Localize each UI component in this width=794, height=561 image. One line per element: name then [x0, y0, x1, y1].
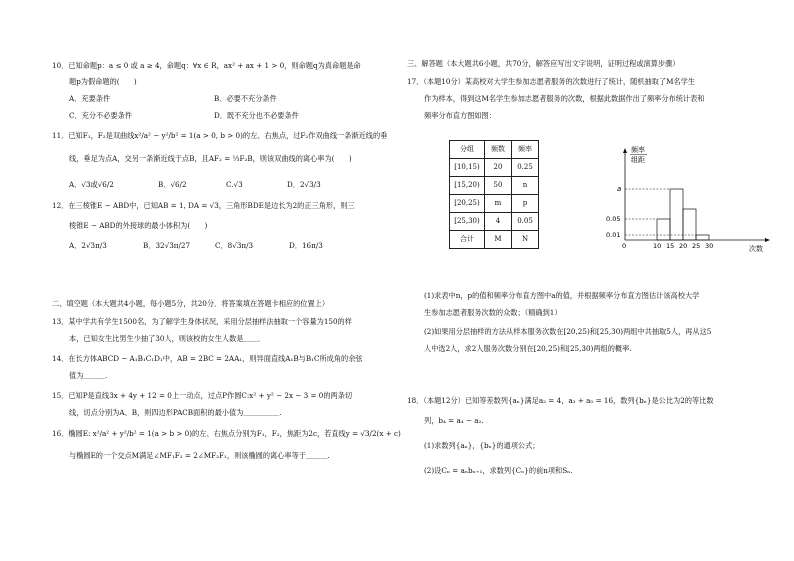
q12-line2: 棱锥E − ABD的外接球的最小体积为( ) [69, 221, 208, 230]
q11-option-b: B．√6/2 [158, 180, 187, 189]
y-axis-label-top: 频率 [631, 146, 645, 154]
x-tick-10: 10 [653, 242, 662, 250]
y-tick-a: a [617, 185, 622, 193]
q12-option-c: C．8√3π/3 [215, 241, 254, 250]
table-cell: N [512, 231, 539, 249]
q18-sub2: (2)设Cₙ = aₙbₙ₊₁，求数列{Cₙ}的前n项和Sₙ. [424, 466, 573, 475]
table-row [450, 177, 539, 195]
q14-line2: 值为＿＿＿. [69, 371, 108, 380]
x-tick-30: 30 [705, 242, 714, 250]
origin-label: 0 [622, 242, 627, 250]
table-cell: [20,25) [450, 195, 485, 213]
q16-line1: 16．椭圆E: x²/a² + y²/b² = 1(a > b > 0)的左、右焦点分别为F₁，F₂，焦距为2c，若直线y = √3/2(x + c) [52, 429, 401, 438]
table-row [450, 159, 539, 177]
q17-sub1-line1: (1)求表中n，p的值和频率分布直方图中a的值，并根据频率分布直方图估计该高校大学 [424, 291, 700, 300]
q12-option-d: D．16π/3 [289, 241, 323, 250]
x-tick-20: 20 [679, 242, 688, 250]
q11-option-c: C.√3 [226, 180, 243, 189]
section-3-heading: 三、解答题（本大题共6小题，共70分，解答应写出文字说明，证明过程或演算步骤） [407, 59, 680, 68]
table-cell: n [512, 177, 539, 195]
q17-line3: 频率分布直方图如图： [424, 111, 496, 120]
q10-line2: 题p为假命题的( ) [69, 77, 137, 86]
q18-line1: 18．（本题12分）已知等差数列{aₙ}满足a₂ = 4，a₃ + a₅ = 16，数列{bₙ}是公比为2的等比数 [407, 396, 714, 405]
q17-sub1-line2: 生参加志愿者服务次数的众数；（精确到1） [424, 308, 562, 317]
q12-option-b: B．32√3π/27 [143, 241, 191, 250]
frequency-histogram [600, 140, 780, 255]
table-header: 频率 [512, 141, 539, 159]
x-tick-15: 15 [666, 242, 675, 250]
q14-line1: 14．在长方体ABCD − A₁B₁C₁D₁中，AB = 2BC = 2AA₁，则异面直线A₁B与B₁C所成角的余弦 [52, 354, 363, 363]
q12-line1: 12．在三棱锥E − ABD中，已知AB = 1, DA = √3，三角形BDE是边长为2的正三角形，则三 [52, 201, 355, 210]
q15-line2: 线，切点分别为A、B，则四边形PACB面积的最小值为＿＿＿＿＿. [69, 408, 282, 417]
q17-sub2-line2: 人中选2人，求2人服务次数分别在[20,25)和[25,30)两组的概率. [424, 344, 632, 353]
q16-line2: 与椭圆E的一个交点M满足∠MF₁F₂ = 2∠MF₂F₁，则该椭圆的离心率等于＿＿＿. [69, 451, 330, 460]
table-header-row [450, 141, 539, 159]
y-tick-001: 0.01 [606, 231, 621, 239]
table-cell: M [485, 231, 512, 249]
q10-option-c: C．充分不必要条件 [69, 111, 133, 120]
q13-line2: 本，已知女生比男生少抽了30人，则该校的女生人数是＿＿． [69, 334, 266, 343]
x-axis-arrow [765, 238, 770, 242]
q18-sub1: (1)求数列{aₙ}，{bₙ}的通项公式； [424, 441, 540, 450]
q17-line2: 作为样本，得到这M名学生参加志愿者服务的次数，根据此数据作出了频率分布统计表和 [424, 94, 705, 103]
q11-line2: 线，垂足为点A，交另一条渐近线于点B，且AF₂ = ⅓F₂B，则该双曲线的离心率为( ) [69, 154, 352, 163]
table-row [450, 195, 539, 213]
q15-line1: 15．已知P是直线3x + 4y + 12 = 0上一动点，过点P作圆C:x² + y² − 2x − 3 = 0的两条切 [52, 391, 353, 400]
q17-sub2-line1: (2)如果用分层抽样的方法从样本服务次数在[20,25)和[25,30)两组中共抽取5人，再从这5 [424, 327, 712, 336]
section-2-heading: 二、填空题（本大题共4小题，每小题5分，共20分．将答案填在答题卡相应的位置上） [52, 299, 330, 308]
q10-option-b: B．必要不充分条件 [214, 94, 277, 103]
table-cell: 4 [485, 213, 512, 231]
q17-line1: 17．（本题10分）某高校对大学生参加志愿者服务的次数进行了统计，随机抽取了M名学生 [407, 77, 695, 86]
x-tick-25: 25 [692, 242, 701, 250]
q10-line1: 10．已知命题p：a ≤ 0 或 a ≥ 4，命题q：∀x ∈ R，ax² + ax + 1 > 0，则命题q为真命题是命 [52, 61, 361, 70]
table-cell: 0.05 [512, 213, 539, 231]
x-axis-label: 次数 [749, 245, 763, 253]
y-tick-005: 0.05 [606, 215, 621, 223]
frequency-table [449, 140, 539, 249]
q13-line1: 13．某中学共有学生1500名，为了解学生身体状况，采用分层抽样法抽取一个容量为150的样 [52, 317, 352, 326]
q12-option-a: A．2√3π/3 [69, 241, 107, 250]
table-cell: [25,30) [450, 213, 485, 231]
q10-option-a: A．充要条件 [69, 94, 111, 103]
table-cell: 50 [485, 177, 512, 195]
q10-option-d: D．既不充分也不必要条件 [214, 111, 299, 120]
table-cell: 0.25 [512, 159, 539, 177]
table-header: 分组 [450, 141, 485, 159]
q18-line2: 列，b₄ = a₄ − a₂. [424, 416, 484, 425]
bar-15-20 [670, 189, 683, 240]
table-header: 频数 [485, 141, 512, 159]
table-cell: 合计 [450, 231, 485, 249]
table-cell: p [512, 195, 539, 213]
table-cell: 20 [485, 159, 512, 177]
y-axis-arrow [623, 148, 627, 153]
table-cell: m [485, 195, 512, 213]
y-axis-label-bottom: 组距 [631, 156, 645, 164]
q11-option-a: A．√3或√6/2 [69, 180, 114, 189]
table-row [450, 231, 539, 249]
bar-20-25 [683, 209, 696, 240]
q11-line1: 11．已知F₁，F₂是双曲线x²/a² − y²/b² = 1(a > 0, b > 0)的左、右焦点，过F₂作双曲线一条渐近线的垂 [52, 131, 388, 140]
bar-25-30 [696, 235, 709, 240]
table-cell: [10,15) [450, 159, 485, 177]
table-row [450, 213, 539, 231]
q11-option-d: D．2√3/3 [287, 180, 321, 189]
table-cell: [15,20) [450, 177, 485, 195]
bar-10-15 [657, 219, 670, 240]
